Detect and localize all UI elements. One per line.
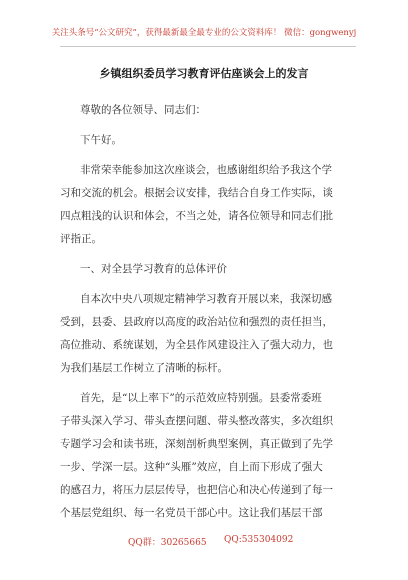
paragraph-line: 为我们基层工作树立了清晰的标杆。 [60, 362, 228, 374]
paragraph-line: 一步、学深一层。这种“头雁”效应，自上而下形成了强大 [60, 461, 323, 473]
paragraph-line: 自本次中央八项规定精神学习教育开展以来，我深切感 [80, 293, 332, 305]
paragraph-line: 受到，县委、县政府以高度的政治站位和强烈的责任担当， [60, 316, 333, 328]
header-banner: 关注头条号“公文研究”，获得最新最全最专业的公文资料库！ 微信：gongwenyj [51, 28, 357, 38]
paragraph-line: 首先，是“以上率下”的示范效应特别强。县委常委班 [80, 392, 322, 404]
header-divider [60, 46, 356, 47]
paragraph-line: 子带头深入学习、带头查摆问题、带头整改落实，多次组织 [60, 415, 333, 427]
paragraph-line: 高位推动、系统谋划，为全县作风建设注入了强大动力，也 [60, 339, 333, 351]
greeting-line: 下午好。 [80, 134, 122, 146]
footer-qq-number: QQ:535304092 [224, 535, 294, 545]
paragraph-line: 习和交流的机会。根据会议安排，我结合自身工作实际，谈 [60, 187, 333, 199]
paragraph-line: 个基层党组织、每一名党员干部心中。这让我们基层干部 [60, 507, 323, 519]
section-heading: 一、对全县学习教育的总体评价 [80, 263, 227, 275]
paragraph-line: 非常荣幸能参加这次座谈会，也感谢组织给予我这个学 [80, 164, 332, 176]
paragraph-line: 专题学习会和读书班，深刻剖析典型案例，真正做到了先学 [60, 438, 333, 450]
document-title: 乡镇组织委员学习教育评估座谈会上的发言 [99, 67, 309, 80]
paragraph-line: 的感召力，将压力层层传导，也把信心和决心传递到了每一 [60, 484, 333, 496]
footer-qq-group: QQ群：30265665 [128, 538, 207, 548]
paragraph-line: 评指正。 [60, 233, 102, 245]
salutation-line: 尊敬的各位领导、同志们： [80, 104, 206, 116]
paragraph-line: 四点粗浅的认识和体会，不当之处，请各位领导和同志们批 [60, 210, 333, 222]
